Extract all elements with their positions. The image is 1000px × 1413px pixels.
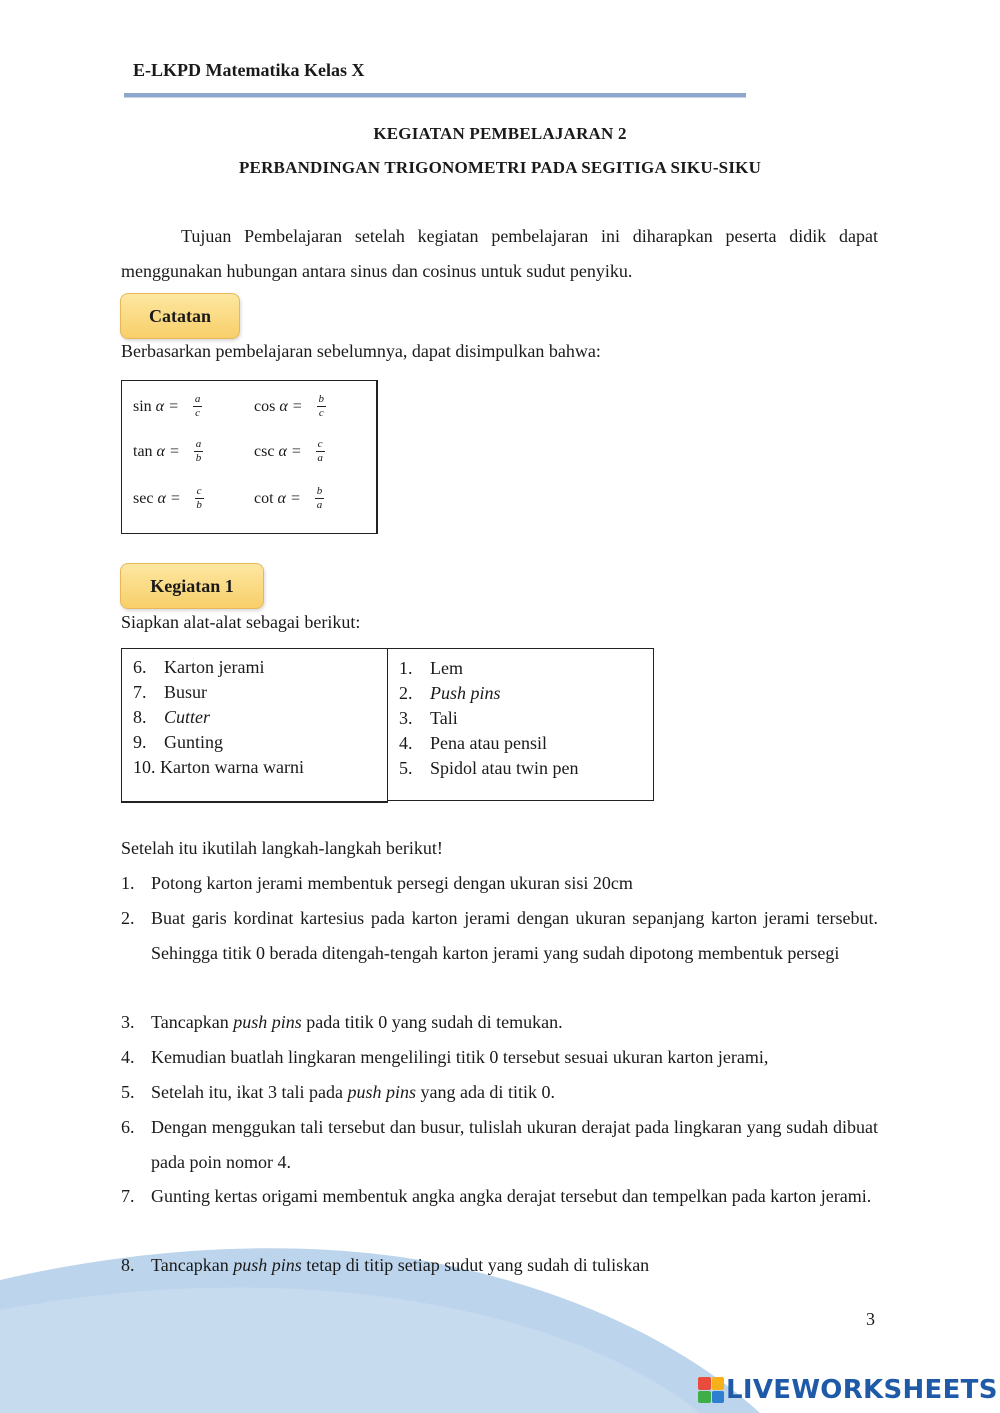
trig-formula-box xyxy=(121,380,378,534)
list-item: 4. Pena atau pensil xyxy=(399,733,547,753)
step-item: 7. Gunting kertas origami membentuk angka angka derajat tersebut dan tempelkan pada karton jerami. xyxy=(121,1186,872,1206)
document-header-title: E-LKPD Matematika Kelas X xyxy=(133,60,365,80)
step-item: 8. Tancapkan push pins tetap di titip setiap sudut yang sudah di tuliskan xyxy=(121,1255,650,1275)
step-item: 3. Tancapkan push pins pada titik 0 yang sudah di temukan. xyxy=(121,1012,563,1032)
list-item: 9. Gunting xyxy=(133,732,224,752)
list-item: 7. Busur xyxy=(133,682,208,702)
step-item: 2. Buat garis kordinat kartesius pada karton jerami dengan ukuran sepanjang karton jerami tersebut. Sehingga titik 0 berada ditengah-tengah karton jerami yang sudah dipotong membentuk persegi xyxy=(121,908,878,963)
catatan-badge: Catatan xyxy=(120,293,240,339)
kegiatan-text: Siapkan alat-alat sebagai berikut: xyxy=(121,612,361,632)
formula-sin: sin α = $\frac{a}{c}$ xyxy=(133,393,201,419)
lesson-subtitle: PERBANDINGAN TRIGONOMETRI PADA SEGITIGA SIKU-SIKU xyxy=(238,158,762,177)
liveworksheets-logo[interactable] xyxy=(698,1375,998,1405)
learning-objective: Tujuan Pembelajaran setelah kegiatan pembelajaran ini diharapkan peserta didik dapat menggunakan hubungan antara sinus dan cosinus untuk sudut penyiku. xyxy=(121,226,878,281)
list-item: 6. Karton jerami xyxy=(133,657,265,677)
tools-list-left xyxy=(121,648,388,803)
kegiatan-badge: Kegiatan 1 xyxy=(120,563,264,609)
page-number: 3 xyxy=(866,1309,875,1329)
header-divider xyxy=(124,93,746,98)
formula-tan: tan α = $\frac{a}{b}$ xyxy=(133,438,202,464)
step-item: 6. Dengan menggukan tali tersebut dan busur, tulislah ukuran derajat pada lingkaran yang sudah dibuat pada poin nomor 4. xyxy=(121,1117,878,1172)
formula-cot: cot α = $\frac{b}{a}$ xyxy=(254,485,323,511)
catatan-text: Berbasarkan pembelajaran sebelumnya, dapat disimpulkan bahwa: xyxy=(121,341,601,361)
step-item: 4. Kemudian buatlah lingkaran mengelilingi titik 0 tersebut sesuai ukuran karton jerami, xyxy=(121,1047,769,1067)
list-item: 8. Cutter xyxy=(133,707,211,727)
formula-sec: sec α = $\frac{c}{b}$ xyxy=(133,485,202,511)
tools-list-right xyxy=(387,648,654,801)
brand-name: LIVEWORKSHEETS xyxy=(726,1375,998,1405)
formula-cos: cos α = $\frac{b}{c}$ xyxy=(254,393,325,419)
step-item: 5. Setelah itu, ikat 3 tali pada push pins yang ada di titik 0. xyxy=(121,1082,555,1102)
list-item: 5. Spidol atau twin pen xyxy=(399,758,579,778)
liveworksheets-icon xyxy=(698,1377,724,1403)
list-item: 3. Tali xyxy=(399,708,458,728)
list-item: 2. Push pins xyxy=(399,683,501,703)
step-item: 1. Potong karton jerami membentuk persegi dengan ukuran sisi 20cm xyxy=(121,873,633,893)
list-item: 1. Lem xyxy=(399,658,463,678)
formula-csc: csc α = $\frac{c}{a}$ xyxy=(254,438,323,464)
lesson-title: KEGIATAN PEMBELAJARAN 2 xyxy=(373,124,627,143)
steps-intro: Setelah itu ikutilah langkah-langkah berikut! xyxy=(121,838,443,858)
list-item: 10. Karton warna warni xyxy=(133,757,304,777)
